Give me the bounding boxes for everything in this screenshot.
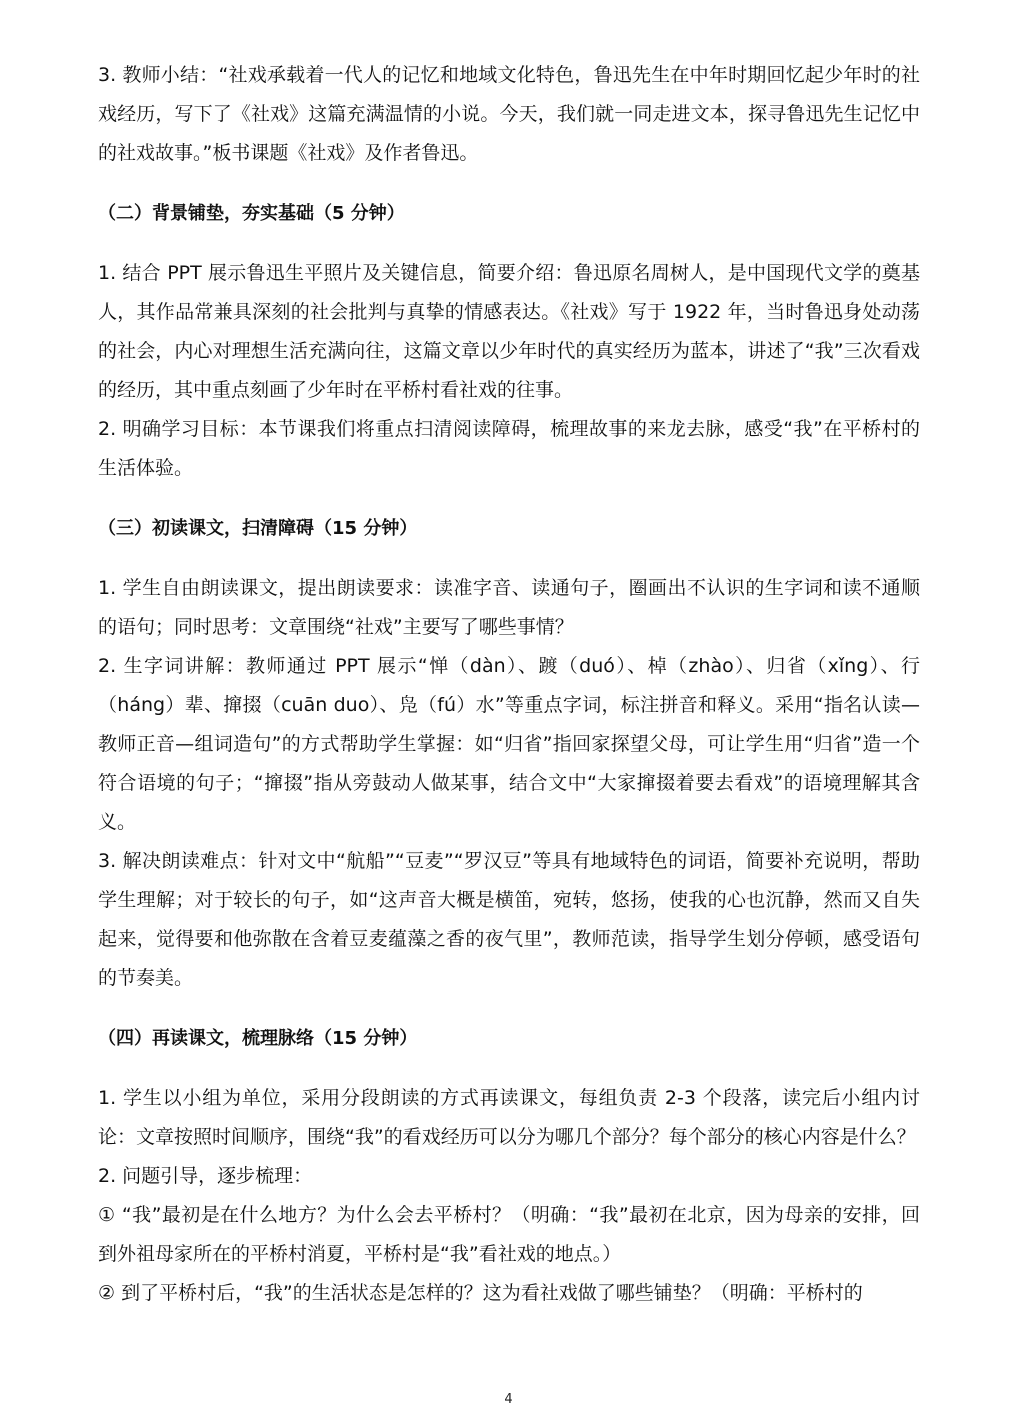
paragraph-vocabulary: 2. 生字词讲解：教师通过 PPT 展示“惮（dàn）、踱（duó）、棹（zhào）、归省（xǐng）、行（háng）辈、撺掇（cuān duo）、凫（fú）水”等重点字词，标注拼音和释义。采用“指名认读—教师正音—组词造句”的方式帮助学生掌握：如“归省”指回家探望父母，可让学生用“归省”造一个符合语境的句子；“撺掇”指从旁鼓动人做某事，结合文中“大家撺掇着要去看戏”的语境理解其含义。	[98, 655, 920, 833]
paragraph-free-reading: 1. 学生自由朗读课文，提出朗读要求：读准字音、读通句子，圈画出不认识的生字词和读不通顺的语句；同时思考：文章围绕“社戏”主要写了哪些事情？	[98, 577, 920, 638]
section-heading-background: （二）背景铺垫，夯实基础（5 分钟）	[98, 203, 405, 224]
section-heading-second-reading: （四）再读课文，梳理脉络（15 分钟）	[98, 1028, 418, 1049]
page-number: 4	[504, 1392, 513, 1407]
paragraph-question-guide: 2. 问题引导，逐步梳理：	[98, 1165, 313, 1187]
paragraph-teacher-summary: 3. 教师小结：“社戏承载着一代人的记忆和地域文化特色，鲁迅先生在中年时期回忆起少年时的社戏经历，写下了《社戏》这篇充满温情的小说。今天，我们就一同走进文本，探寻鲁迅先生记忆中的社戏故事。”板书课题《社戏》及作者鲁迅。	[98, 64, 920, 164]
section-heading-first-reading: （三）初读课文，扫清障碍（15 分钟）	[98, 518, 418, 539]
paragraph-question-one: ① “我”最初是在什么地方？为什么会去平桥村？（明确：“我”最初在北京，因为母亲的安排，回到外祖母家所在的平桥村消夏，平桥村是“我”看社戏的地点。）	[98, 1204, 920, 1265]
paragraph-group-reading: 1. 学生以小组为单位，采用分段朗读的方式再读课文，每组负责 2-3 个段落，读完后小组内讨论：文章按照时间顺序，围绕“我”的看戏经历可以分为哪几个部分？每个部分的核心内容是什么？	[98, 1087, 920, 1148]
paragraph-question-two: ② 到了平桥村后，“我”的生活状态是怎样的？这为看社戏做了哪些铺垫？（明确：平桥村的	[98, 1282, 863, 1304]
paragraph-learning-goals: 2. 明确学习目标：本节课我们将重点扫清阅读障碍，梳理故事的来龙去脉，感受“我”在平桥村的生活体验。	[98, 418, 920, 479]
paragraph-luxun-intro: 1. 结合 PPT 展示鲁迅生平照片及关键信息，简要介绍：鲁迅原名周树人，是中国现代文学的奠基人，其作品常兼具深刻的社会批判与真挚的情感表达。《社戏》写于 1922 年，当时鲁迅身处动荡的社会，内心对理想生活充满向往，这篇文章以少年时代的真实经历为蓝本，讲述了“我”三次看戏的经历，其中重点刻画了少年时在平桥村看社戏的往事。	[98, 262, 920, 401]
paragraph-reading-difficulties: 3. 解决朗读难点：针对文中“航船”“豆麦”“罗汉豆”等具有地域特色的词语，简要补充说明，帮助学生理解；对于较长的句子，如“这声音大概是横笛，宛转，悠扬，使我的心也沉静，然而又自失起来，觉得要和他弥散在含着豆麦蕴藻之香的夜气里”，教师范读，指导学生划分停顿，感受语句的节奏美。	[98, 850, 920, 989]
document-page	[98, 56, 920, 1313]
